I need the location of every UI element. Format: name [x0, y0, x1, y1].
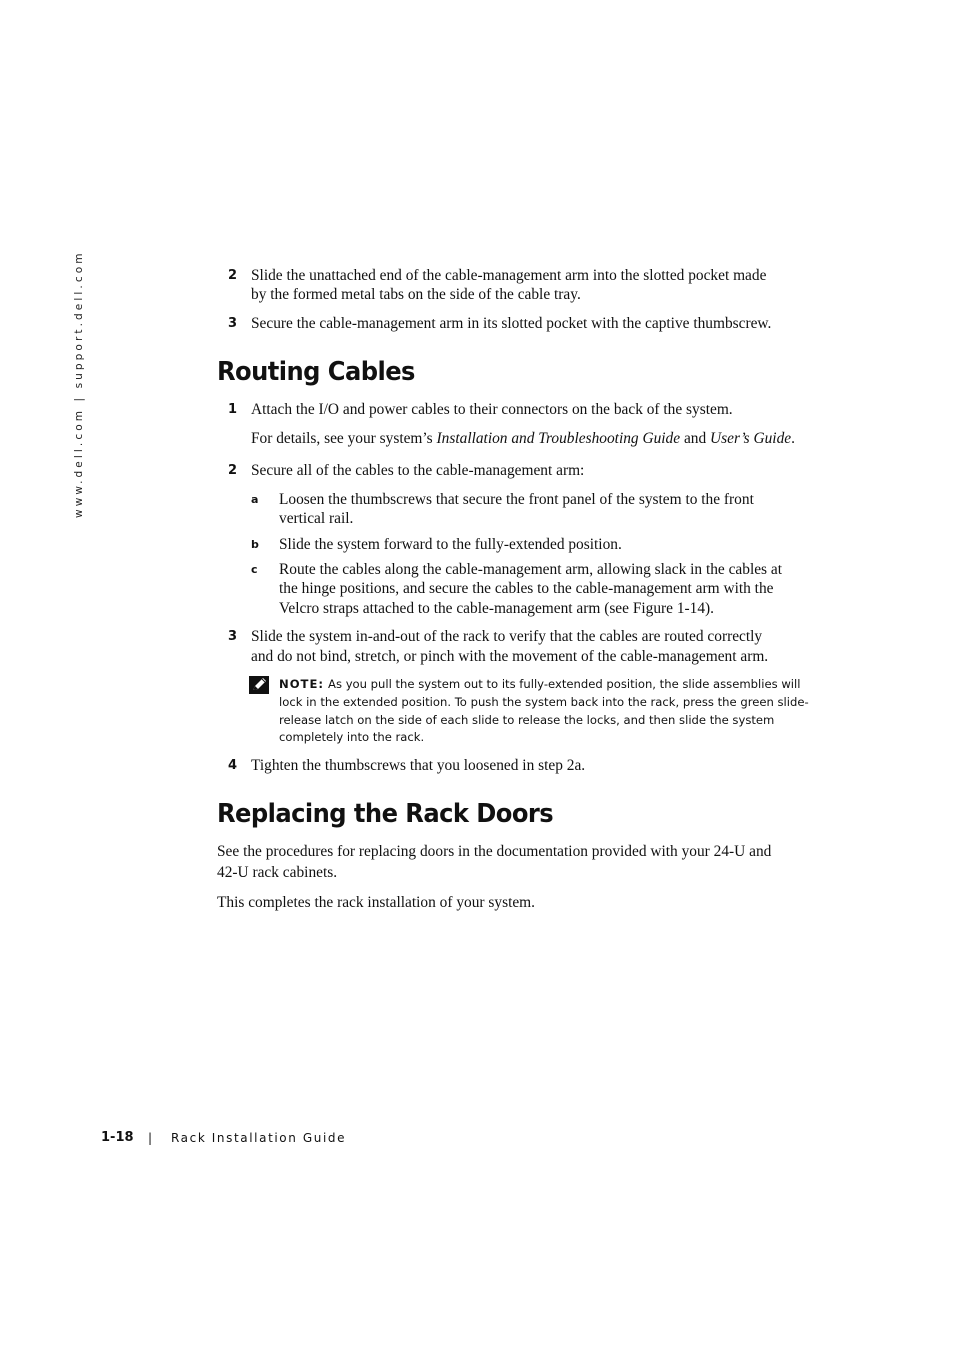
doc-title: User’s Guide — [710, 430, 792, 447]
step-number: 3 — [228, 316, 238, 331]
step-detail: For details, see your system’s Installation and Troubleshooting Guide and User’s Guide. — [251, 430, 795, 447]
note-label: NOTE: — [279, 677, 325, 691]
step-text: Tighten the thumbscrews that you loosened in step 2a. — [251, 757, 586, 774]
footer-separator: | — [148, 1131, 153, 1145]
step-text: Attach the I/O and power cables to their connectors on the back of the system. — [251, 401, 733, 418]
step-number: 1 — [228, 402, 238, 417]
step-text: Secure all of the cables to the cable-management arm: — [251, 462, 585, 479]
paragraph: See the procedures for replacing doors in the documentation provided with your 24-U and — [217, 843, 772, 860]
sidebar-url: www.dell.com | support.dell.com — [73, 250, 85, 518]
substep-letter: c — [251, 563, 258, 576]
section-heading-replacing-doors: Replacing the Rack Doors — [217, 799, 554, 829]
doc-title: Installation and Troubleshooting Guide — [436, 430, 681, 447]
step-text: and do not bind, stretch, or pinch with the movement of the cable-management arm. — [251, 648, 769, 665]
note-text: release latch on the side of each slide to release the locks, and then slide the system — [279, 712, 775, 727]
step-number: 2 — [228, 268, 238, 283]
note-pencil-icon — [249, 676, 269, 694]
step-text: Slide the unattached end of the cable-management arm into the slotted pocket made — [251, 267, 767, 284]
substep-letter: b — [251, 538, 259, 551]
step-text: Secure the cable-management arm in its slotted pocket with the captive thumbscrew. — [251, 315, 772, 332]
substep-text: vertical rail. — [279, 510, 354, 527]
note-text: lock in the extended position. To push the system back into the rack, press the green slide- — [279, 694, 809, 709]
section-heading-routing-cables: Routing Cables — [217, 357, 415, 387]
note-text: completely into the rack. — [279, 730, 425, 745]
footer-title: Rack Installation Guide — [171, 1131, 347, 1145]
substep-text: the hinge positions, and secure the cables to the cable-management arm with the — [279, 580, 774, 597]
substep-text: Velcro straps attached to the cable-management arm (see Figure 1-14). — [279, 600, 715, 617]
paragraph: 42-U rack cabinets. — [217, 864, 338, 881]
note-block — [279, 676, 824, 747]
step-text: by the formed metal tabs on the side of the cable tray. — [251, 286, 581, 303]
step-number: 3 — [228, 629, 238, 644]
substep-text: Route the cables along the cable-management arm, allowing slack in the cables at — [279, 561, 782, 578]
step-number: 2 — [228, 463, 238, 478]
substep-text: Loosen the thumbscrews that secure the front panel of the system to the front — [279, 491, 754, 508]
note-text: As you pull the system out to its fully-extended position, the slide assemblies will — [328, 677, 801, 691]
substep-letter: a — [251, 493, 259, 506]
page-number: 1-18 — [101, 1130, 134, 1145]
substep-text: Slide the system forward to the fully-extended position. — [279, 536, 622, 553]
paragraph: This completes the rack installation of your system. — [217, 894, 536, 911]
step-text: Slide the system in-and-out of the rack to verify that the cables are routed correctly — [251, 628, 763, 645]
step-number: 4 — [228, 758, 238, 773]
